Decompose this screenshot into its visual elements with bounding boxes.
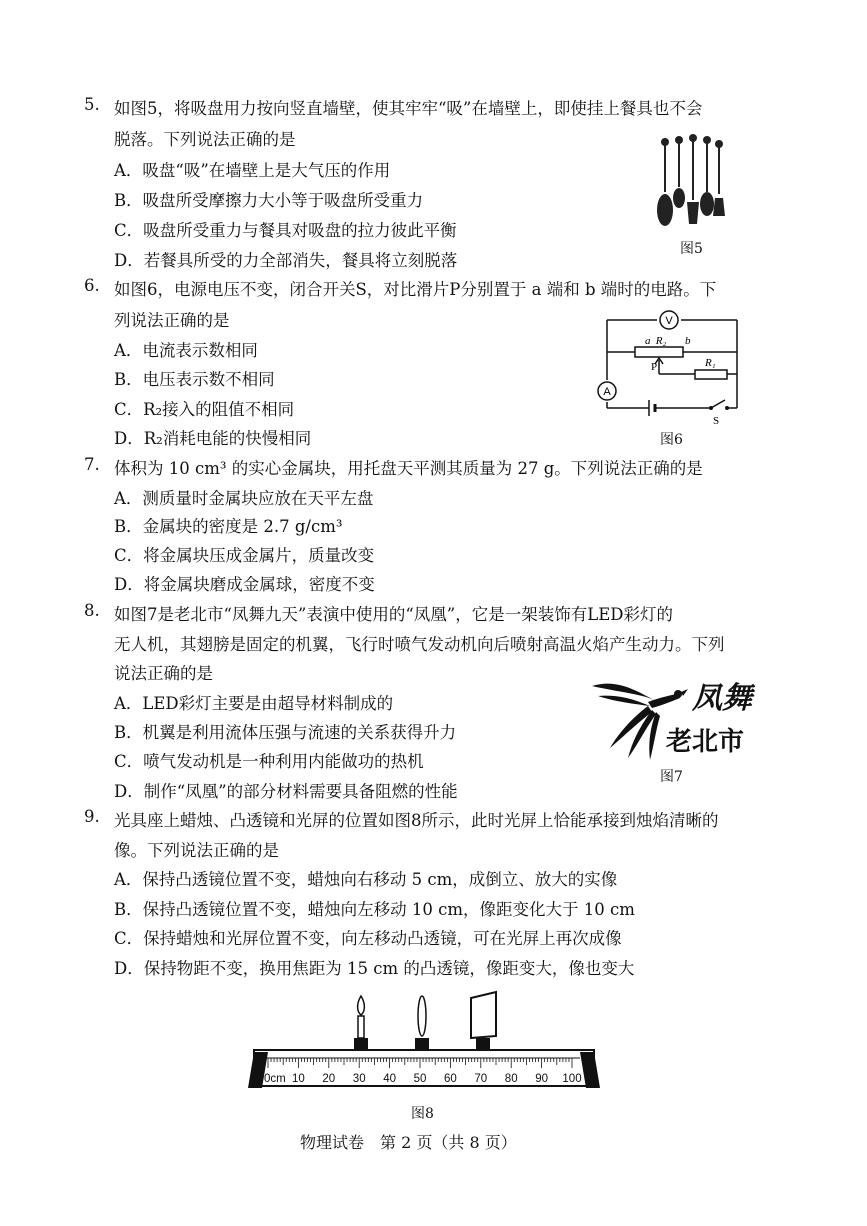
q6-option-a: A．电流表示数相同 (114, 341, 258, 360)
ruler-label: 80 (504, 1073, 518, 1085)
q7-option-b: B．金属块的密度是 2.7 g/cm³ (114, 517, 343, 536)
ruler-label: 90 (535, 1073, 548, 1085)
q8-stem-line3: 说法正确的是 (114, 664, 213, 683)
r2-label: R₂ (655, 335, 667, 347)
q8-option-d: D．制作“凤凰”的部分材料需要具备阻燃的性能 (114, 782, 458, 801)
slider-p-label: P (651, 361, 658, 373)
q9-number: 9. (84, 807, 100, 826)
q8-stem-line1: 如图7是老北市“凤舞九天”表演中使用的“凤凰”，它是一架装饰有LED彩灯的 (114, 605, 673, 624)
q9-option-a: A．保持凸透镜位置不变，蜡烛向右移动 5 cm，成倒立、放大的实像 (114, 870, 618, 889)
q9-stem-line1: 光具座上蜡烛、凸透镜和光屏的位置如图8所示，此时光屏上恰能承接到烛焰清晰的 (114, 811, 719, 830)
q8-stem-line2: 无人机，其翅膀是固定的机翼，飞行时喷气发动机向后喷射高温火焰产生动力。下列 (114, 635, 725, 654)
q6-stem-line1: 如图6，电源电压不变，闭合开关S，对比滑片P分别置于 a 端和 b 端时的电路。下 (114, 280, 717, 299)
ruler-label: 40 (383, 1073, 396, 1085)
q9-option-d: D．保持物距不变，换用焦距为 15 cm 的凸透镜，像距变大，像也变大 (114, 959, 635, 978)
figure-7-text-top: 凤舞 (692, 681, 752, 716)
candle-holder (354, 996, 368, 1050)
ammeter-label: A (603, 386, 611, 398)
ruler-label: 100 (562, 1073, 582, 1085)
figure-7-phoenix-drone (588, 672, 758, 767)
figure-8-caption: 图8 (411, 1106, 434, 1122)
ruler-label: 50 (413, 1073, 427, 1085)
q7-option-d: D．将金属块磨成金属球，密度不变 (114, 575, 375, 594)
q5-option-c: C．吸盘所受重力与餐具对吸盘的拉力彼此平衡 (114, 221, 457, 240)
q8-option-b: B．机翼是利用流体压强与流速的关系获得升力 (114, 723, 457, 742)
page-footer: 物理试卷 第 2 页（共 8 页） (300, 1133, 517, 1152)
q5-option-d: D．若餐具所受的力全部消失，餐具将立刻脱落 (114, 251, 458, 270)
q7-option-a: A．测质量时金属块应放在天平左盘 (114, 489, 374, 508)
switch-s-label: S (713, 415, 720, 427)
right-leg (580, 1052, 600, 1088)
q6-stem-line2: 列说法正确的是 (114, 311, 230, 330)
q9-option-b: B．保持凸透镜位置不变，蜡烛向左移动 10 cm，像距变化大于 10 cm (114, 900, 635, 919)
figure-5-caption: 图5 (680, 241, 703, 257)
ruler-label: 10 (292, 1073, 305, 1085)
screen-holder (471, 992, 496, 1050)
lens-holder (415, 996, 429, 1050)
r1-label: R₁ (705, 357, 716, 369)
voltmeter-label: V (665, 315, 673, 327)
terminal-b-label: b (685, 335, 691, 347)
ruler-label: 70 (474, 1073, 488, 1085)
q7-option-c: C．将金属块压成金属片，质量改变 (114, 546, 375, 565)
light-screen (471, 992, 496, 1038)
ruler-label: 30 (352, 1073, 366, 1085)
q9-option-c: C．保持蜡烛和光屏位置不变，向左移动凸透镜，可在光屏上再次成像 (114, 929, 622, 948)
figure-7-caption: 图7 (660, 769, 683, 785)
ruler-label: 20 (322, 1073, 336, 1085)
convex-lens (418, 996, 426, 1036)
q6-option-b: B．电压表示数不相同 (114, 370, 275, 389)
q8-option-a: A．LED彩灯主要是由超导材料制成的 (114, 694, 394, 713)
q6-option-c: C．R₂接入的阻值不相同 (114, 400, 295, 419)
q9-stem-line2: 像。下列说法正确的是 (114, 841, 279, 860)
figure-5-suction-cup-utensils (655, 132, 735, 232)
candle-flame (358, 996, 365, 1015)
q5-stem-line1: 如图5，将吸盘用力按向竖直墙壁，使其牢牢“吸”在墙壁上，即使挂上餐具也不会 (114, 99, 703, 118)
figure-6-caption: 图6 (660, 432, 683, 448)
figure-6-circuit-diagram (595, 308, 745, 428)
q6-number: 6. (84, 276, 100, 295)
figure-8-optical-bench (240, 990, 610, 1092)
q5-option-b: B．吸盘所受摩擦力大小等于吸盘所受重力 (114, 191, 424, 210)
q8-number: 8. (84, 601, 100, 620)
figure-7-text-bottom: 老北市 (666, 727, 745, 757)
ruler-label: 60 (444, 1073, 457, 1085)
q5-stem-line2: 脱落。下列说法正确的是 (114, 130, 296, 149)
q8-option-c: C．喷气发动机是一种利用内能做功的热机 (114, 752, 424, 771)
q6-option-d: D．R₂消耗电能的快慢相同 (114, 429, 312, 448)
q7-stem-line1: 体积为 10 cm³ 的实心金属块，用托盘天平测其质量为 27 g。下列说法正确的是 (114, 459, 703, 478)
q5-option-a: A．吸盘“吸”在墙壁上是大气压的作用 (114, 161, 391, 180)
ruler-label: 0cm (264, 1073, 286, 1085)
q5-number: 5. (84, 95, 100, 114)
terminal-a-label: a (645, 335, 651, 347)
q7-number: 7. (84, 455, 100, 474)
